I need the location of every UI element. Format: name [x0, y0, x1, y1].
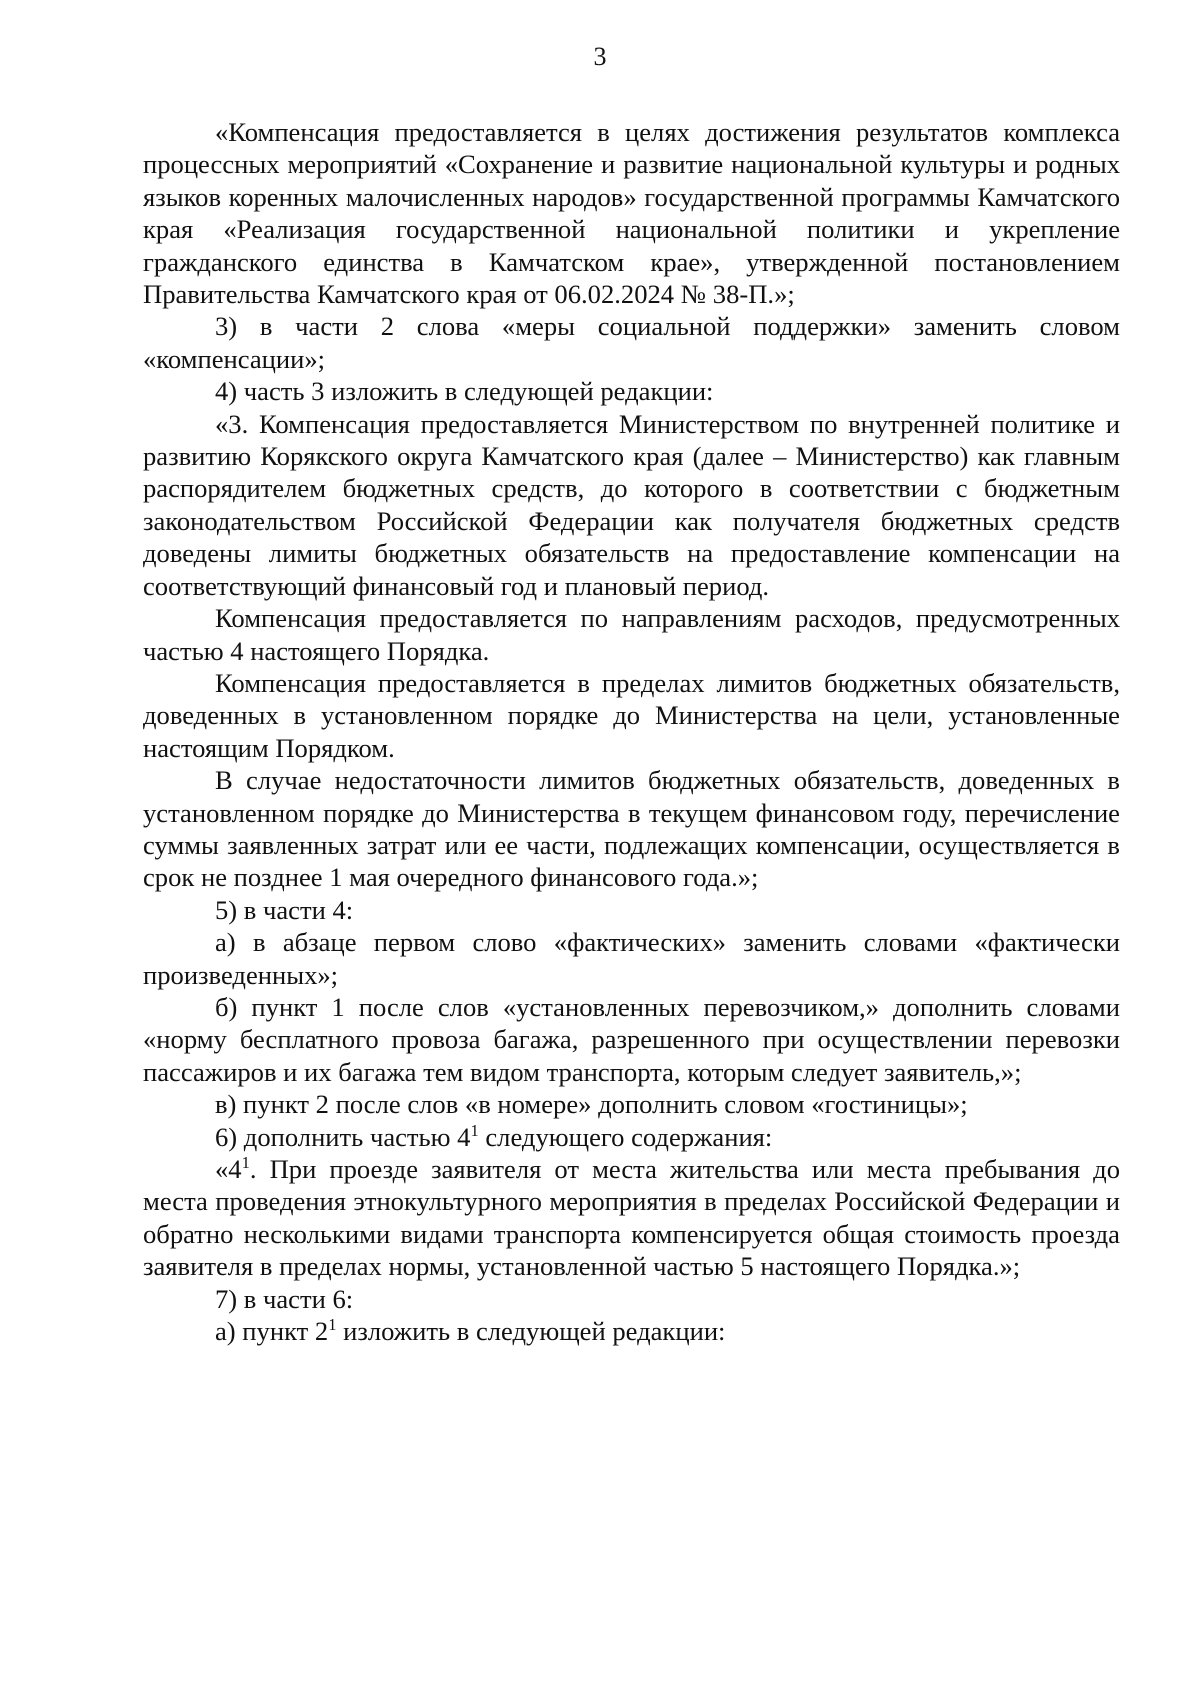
superscript-1: 1: [328, 1314, 337, 1334]
paragraph-compensation-purpose: «Компенсация предоставляется в целях достижения результатов комплекса процессных мероприятий «Сохранение и развитие национальной культуры и родных языков коренных малочисленных народов» государственной программы Камчатского края «Реализация государственной национальной политики и укрепление гражданского единства в Камчатском крае», утвержденной постановлением Правительства Камчатского края от 06.02.2024 № 38-П.»;: [143, 117, 1120, 310]
paragraph-item-6-post: следующего содержания:: [478, 1121, 773, 1152]
paragraph-part-4-1-text: [143, 1153, 1120, 1283]
paragraph-insufficient-limits: В случае недостаточности лимитов бюджетных обязательств, доведенных в установленном порядке до Министерства в текущем финансовом году, перечисление суммы заявленных затрат или ее части, подлежащих компенсации, осуществляется в срок не позднее 1 мая очередного финансового года.»;: [143, 765, 1120, 893]
paragraph-item-5a: а) в абзаце первом слово «фактических» заменить словами «фактически произведенных»;: [143, 927, 1120, 990]
paragraph-item-6: [143, 1121, 1120, 1153]
document-body: [143, 116, 1120, 1347]
paragraph-item-3: 3) в части 2 слова «меры социальной поддержки» заменить словом «компенсации»;: [143, 311, 1120, 374]
paragraph-part-4-1-post: . При проезде заявителя от места жительства или места пребывания до места проведения этнокультурного мероприятия в пределах Российской Федерации и обратно несколькими видами транспорта компенсируется общая стоимость проезда заявителя в пределах нормы, установленной частью 5 настоящего Порядка.»;: [143, 1154, 1120, 1282]
paragraph-compensation-limits: Компенсация предоставляется в пределах лимитов бюджетных обязательств, доведенных в установленном порядке до Министерства на цели, установленные настоящим Порядком.: [143, 667, 1120, 763]
paragraph-item-5b: б) пункт 1 после слов «установленных перевозчиком,» дополнить словами «норму бесплатного провоза багажа, разрешенного при осуществлении перевозки пассажиров и их багажа тем видом транспорта, которым следует заявитель,»;: [143, 991, 1120, 1087]
paragraph-item-7a-post: изложить в следующей редакции:: [336, 1316, 726, 1347]
page-number: 3: [593, 42, 607, 71]
superscript-1: 1: [241, 1152, 250, 1172]
paragraph-item-4: 4) часть 3 изложить в следующей редакции:: [215, 376, 714, 407]
paragraph-item-7a: [143, 1315, 1120, 1347]
paragraph-item-7: 7) в части 6:: [215, 1283, 354, 1314]
paragraph-item-5v: в) пункт 2 после слов «в номере» дополнить словом «гостиницы»;: [215, 1089, 968, 1120]
superscript-1: 1: [470, 1120, 479, 1140]
paragraph-item-7a-pre: а) пункт 2: [215, 1316, 329, 1347]
paragraph-item-6-pre: 6) дополнить частью 4: [215, 1121, 471, 1152]
paragraph-part-4-1-pre: «4: [215, 1154, 242, 1184]
paragraph-part-3-text: «3. Компенсация предоставляется Министерством по внутренней политике и развитию Корякского округа Камчатского края (далее – Министерство) как главным распорядителем бюджетных средств, до которого в соответствии с бюджетным законодательством Российской Федерации как получателя бюджетных средств доведены лимиты бюджетных обязательств на предоставление компенсации на соответствующий финансовый год и плановый период.: [143, 408, 1120, 601]
paragraph-item-5: 5) в части 4:: [215, 894, 354, 925]
paragraph-compensation-directions: Компенсация предоставляется по направлениям расходов, предусмотренных частью 4 настоящего Порядка.: [143, 603, 1120, 666]
